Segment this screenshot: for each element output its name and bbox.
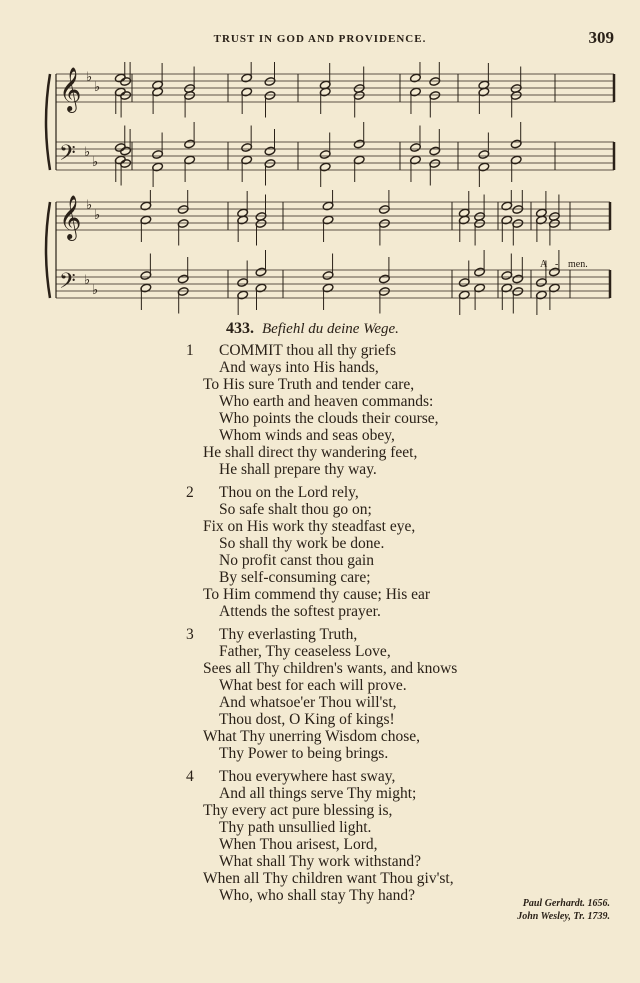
- verse-line: So safe shalt thou go on;: [219, 501, 372, 518]
- verse-line: Attends the softest prayer.: [219, 603, 381, 620]
- verse-line: To His sure Truth and tender care,: [203, 376, 415, 393]
- flat-icon: ♭: [86, 197, 93, 212]
- verse-line: What Thy unerring Wisdom chose,: [203, 728, 421, 745]
- amen-syllable-1: A: [540, 259, 548, 270]
- verse-line: Thy Power to being brings.: [219, 745, 389, 762]
- treble-clef-icon: 𝄞: [59, 67, 82, 111]
- verse-line: Fix on His work thy steadfast eye,: [203, 518, 416, 535]
- bass-clef-icon: 𝄢: [59, 141, 76, 171]
- amen-syllable-3: men.: [568, 259, 588, 270]
- verse-line: Who points the clouds their course,: [219, 410, 439, 427]
- verse-line: Thy path unsullied light.: [219, 819, 372, 836]
- verse-line: Who, who shall stay Thy hand?: [219, 887, 416, 904]
- verse-line: Thy every act pure blessing is,: [203, 802, 393, 819]
- flat-icon: ♭: [92, 282, 99, 297]
- verse-line: Father, Thy ceaseless Love,: [219, 643, 391, 660]
- music-system-1: [0, 62, 640, 187]
- flat-icon: ♭: [94, 79, 101, 94]
- verse-line: By self-consuming care;: [219, 569, 371, 586]
- treble-clef-icon: 𝄞: [59, 195, 82, 239]
- verse-line: So shall thy work be done.: [219, 535, 385, 552]
- verse-line: Who earth and heaven commands:: [219, 393, 434, 410]
- system-brace: [46, 74, 50, 170]
- flat-icon: ♭: [86, 69, 93, 84]
- stanza-number: 1: [186, 342, 194, 359]
- flat-icon: ♭: [84, 272, 91, 287]
- running-head: TRUST IN GOD AND PROVIDENCE.: [213, 33, 427, 45]
- music-system-2: [0, 190, 640, 315]
- verse-line: When all Thy children want Thou giv'st,: [203, 870, 454, 887]
- verse-line: To Him commend thy cause; His ear: [203, 586, 431, 603]
- verse-line: And whatsoe'er Thou will'st,: [219, 694, 397, 711]
- verse-line: What best for each will prove.: [219, 677, 407, 694]
- hymn-heading: [226, 320, 399, 338]
- bass-clef-icon: 𝄢: [59, 269, 76, 299]
- stanza-number: 4: [186, 768, 194, 785]
- stanza-number: 3: [186, 626, 194, 643]
- verse-line: Sees all Thy children's wants, and knows: [203, 660, 458, 677]
- verse-line: He shall direct thy wandering feet,: [203, 444, 418, 461]
- author-credit: Paul Gerhardt. 1656.: [522, 898, 610, 909]
- verse-line: Thou everywhere hast sway,: [219, 768, 396, 785]
- stanza-number: 2: [186, 484, 194, 501]
- tune-name: Befiehl du deine Wege.: [262, 321, 399, 337]
- verse-line: COMMIT thou all thy griefs: [219, 342, 397, 359]
- verse-line: And ways into His hands,: [219, 359, 379, 376]
- page-number: 309: [588, 28, 614, 47]
- verse-line: When Thou arisest, Lord,: [219, 836, 378, 853]
- verse-line: Thou on the Lord rely,: [219, 484, 359, 501]
- flat-icon: ♭: [84, 144, 91, 159]
- verse-line: Thou dost, O King of kings!: [219, 711, 395, 728]
- amen-syllable-2: -: [555, 259, 559, 270]
- verse-line: No profit canst thou gain: [219, 552, 374, 569]
- flat-icon: ♭: [92, 154, 99, 169]
- verse-line: Thy everlasting Truth,: [219, 626, 358, 643]
- hymn-number: 433.: [226, 320, 254, 337]
- system-brace: [46, 202, 50, 298]
- translator-credit: John Wesley, Tr. 1739.: [517, 911, 610, 922]
- verse-line: What shall Thy work withstand?: [219, 853, 422, 870]
- verse-line: And all things serve Thy might;: [219, 785, 417, 802]
- flat-icon: ♭: [94, 207, 101, 222]
- verse-line: Whom winds and seas obey,: [219, 427, 395, 444]
- verse-line: He shall prepare thy way.: [219, 461, 377, 478]
